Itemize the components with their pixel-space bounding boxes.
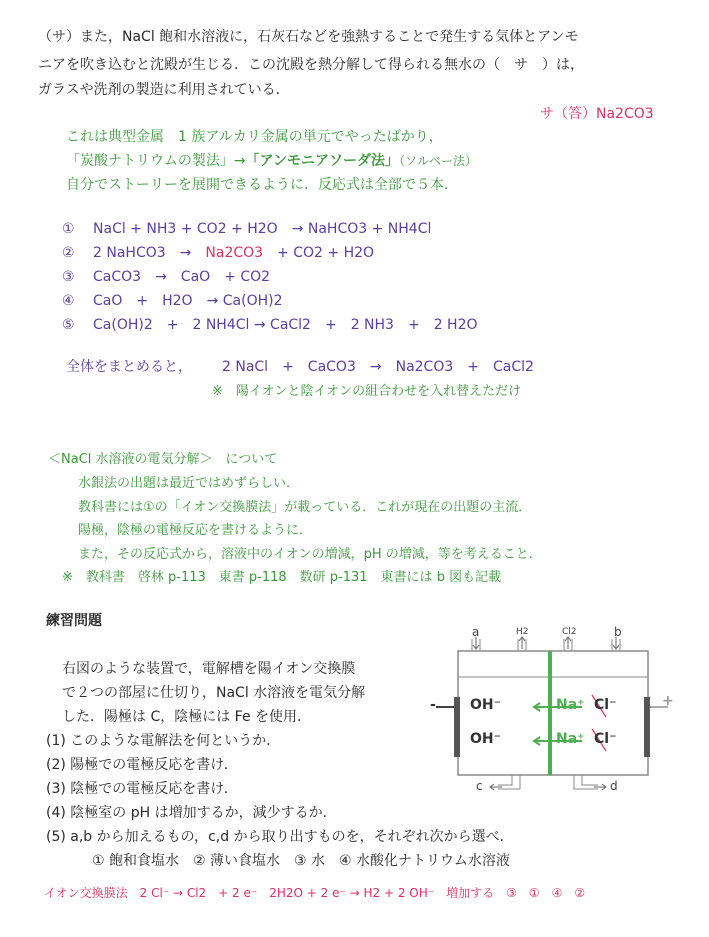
- electrolysis-title: ＜NaCl 水溶液の電気分解＞ について: [48, 452, 278, 467]
- question-2: (2) 陽極での電極反応を書け．: [46, 757, 238, 773]
- reaction-3-eq: CaCO3 → CaO + CO2: [93, 269, 271, 285]
- question-5: (5) a,b から加えるもの，c,d から取り出すものを，それぞれ次から選べ．: [46, 829, 514, 845]
- electrolysis-line-4: また，その反応式から，溶液中のイオンの増減，pH の増減，等を考えること．: [78, 547, 542, 562]
- problem-line-3: ガラスや洗剤の製造に利用されている．: [38, 82, 290, 98]
- question-3: (3) 陰極での電極反応を書け．: [46, 781, 238, 797]
- cathode-electrode: [454, 697, 460, 757]
- reaction-2-eq-a: 2 NaHCO3 →: [93, 245, 206, 261]
- problem-line-1: （サ）また，NaCl 飽和水溶液に，石灰石などを強熱することで発生する気体とアンモ: [38, 29, 579, 45]
- practice-intro-3: した．陽極は C，陰極には Fe を使用．: [62, 709, 312, 725]
- label-b: b: [614, 625, 622, 639]
- reaction-2-eq-c: + CO2 + H2O: [263, 245, 375, 261]
- reaction-1-num: ①: [62, 221, 75, 237]
- label-cl-2: Cl⁻: [594, 731, 617, 747]
- practice-intro-1: 右図のような装置で，電解槽を陽イオン交換膜: [62, 661, 356, 677]
- practice-heading: 練習問題: [46, 613, 102, 629]
- commentary-line-3: 自分でストーリーを展開できるように．反応式は全部で５本．: [66, 177, 458, 193]
- label-cl2: Cl2: [562, 627, 577, 637]
- reaction-4: [62, 290, 283, 310]
- label-na-2: Na⁺: [556, 731, 585, 747]
- reaction-5-eq: Ca(OH)2 + 2 NH4Cl → CaCl2 + 2 NH3 + 2 H2O: [93, 317, 478, 333]
- reaction-5: [62, 314, 478, 334]
- commentary-line-2a: 「炭酸ナトリウムの製法」→: [66, 153, 246, 169]
- reaction-1-eq: NaCl + NH3 + CO2 + H2O → NaHCO3 + NH4Cl: [93, 221, 432, 237]
- label-cl-1: Cl⁻: [594, 697, 617, 713]
- reaction-4-eq: CaO + H2O → Ca(OH)2: [93, 293, 283, 309]
- reaction-2-eq-b: Na2CO3: [205, 245, 264, 261]
- tank-outline: [458, 651, 648, 775]
- arrow-h2-out: [519, 637, 525, 649]
- problem-line-2: ニアを吹き込むと沈殿が生じる．この沈殿を熱分解して得られる無水の（ サ ）は，: [38, 57, 584, 73]
- electrolysis-line-2: 教科書には①の「イオン交換膜法」が載っている．これが現在の出題の主流．: [78, 500, 532, 515]
- label-plus: +: [662, 693, 674, 709]
- label-na-1: Na⁺: [556, 697, 585, 713]
- label-oh-2: OH⁻: [470, 731, 502, 747]
- label-oh-1: OH⁻: [470, 697, 502, 713]
- reaction-2: [62, 242, 374, 262]
- answers-line: イオン交換膜法 2 Cl⁻ → Cl2 + 2 e⁻ 2H2O + 2 e⁻ → H2 + 2 OH⁻ 増加する ③ ① ④ ②: [44, 886, 586, 900]
- reaction-3: [62, 266, 270, 286]
- reaction-3-num: ③: [62, 269, 75, 285]
- question-4: (4) 陰極室の pH は増加するか，減少するか．: [46, 805, 337, 821]
- anode-electrode: [644, 697, 650, 757]
- commentary-line-2c: （ソルベー法）: [399, 154, 478, 168]
- label-a: a: [472, 625, 480, 639]
- electrolysis-cell-diagram: [432, 625, 672, 795]
- arrow-cl2-out: [565, 637, 571, 649]
- question-1: (1) このような電解法を何というか．: [46, 733, 281, 749]
- commentary-line-2: [66, 150, 477, 170]
- commentary-line-2b: 「アンモニアソーダ法」: [245, 153, 400, 169]
- practice-intro-2: で２つの部屋に仕切り，NaCl 水溶液を電気分解: [62, 685, 366, 701]
- question-5-choices: ① 飽和食塩水 ② 薄い食塩水 ③ 水 ④ 水酸化ナトリウム水溶液: [92, 853, 510, 869]
- electrolysis-line-5: ※ 教科書 啓林 p-113 東書 p-118 数研 p-131 東書には b 図も記載: [62, 570, 502, 585]
- electrolysis-line-1: 水銀法の出題は最近ではめずらしい．: [78, 476, 300, 491]
- answer-sa: サ（答）Na2CO3: [540, 106, 654, 122]
- summary-label: 全体をまとめると，: [66, 359, 192, 375]
- reaction-5-num: ⑤: [62, 317, 75, 333]
- label-c: c: [476, 779, 483, 793]
- label-h2: H2: [516, 627, 529, 637]
- label-minus: -: [430, 697, 436, 713]
- reaction-2-num: ②: [62, 245, 75, 261]
- reaction-4-num: ④: [62, 293, 75, 309]
- summary-eq: 2 NaCl + CaCO3 → Na2CO3 + CaCl2: [222, 359, 534, 375]
- commentary-line-1: これは典型金属 1 族アルカリ金属の単元でやったばかり，: [66, 129, 443, 145]
- label-d: d: [610, 779, 618, 793]
- summary-note: ※ 陽イオンと陰イオンの組合わせを入れ替えただけ: [212, 384, 522, 399]
- electrolysis-line-3: 陽極，陰極の電極反応を書けるように．: [78, 523, 313, 538]
- cell-svg: [432, 625, 672, 795]
- reaction-1: [62, 218, 431, 238]
